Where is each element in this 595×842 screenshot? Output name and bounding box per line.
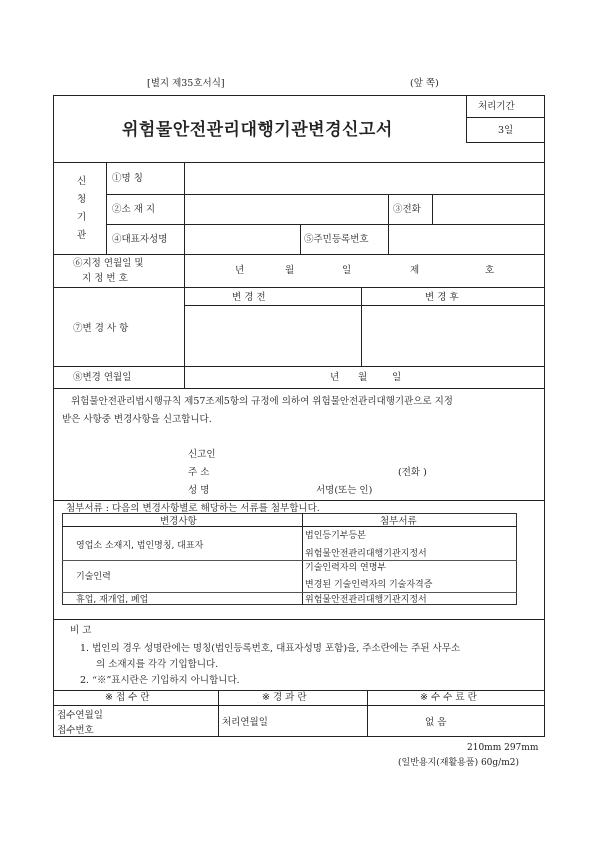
applicant-char-3: 기	[77, 212, 87, 223]
designation-year: 년	[235, 265, 245, 276]
change-date-month: 월	[358, 372, 368, 383]
attachment-row-2-doc-2: 변경된 기술인력자의 기술자격증	[305, 580, 433, 590]
before-header: 변 경 전	[232, 292, 266, 303]
change-date-year: 년	[330, 372, 340, 383]
attachment-row-2-doc-1: 기술인력자의 연명부	[305, 563, 387, 573]
receipt-header: ※ 접 수 란	[105, 692, 150, 703]
form-number-label: [별지 제35호서식]	[147, 78, 225, 89]
changes-label: ⑦변 경 사 항	[73, 323, 129, 334]
phone-field[interactable]	[434, 196, 542, 222]
designation-ho: 호	[485, 265, 495, 276]
attachment-row-3-doc-1: 위험물안전관리대행기관지정서	[305, 595, 427, 605]
rrn-field[interactable]	[390, 226, 542, 252]
attachment-row-1-change: 영업소 소재지, 법인명칭, 대표자	[76, 541, 204, 551]
process-date-label: 처리연월일	[222, 717, 268, 728]
address-field[interactable]	[186, 196, 386, 222]
attachments-intro: 첨부서류 : 다음의 변경사항별로 해당하는 서류를 첨부합니다.	[66, 503, 320, 514]
declaration-line-2: 받은 사항중 변경사항을 신고합니다.	[62, 414, 212, 425]
declaration-line-1: 위험물안전관리법시행규칙 제57조제5항의 규정에 의하여 위험물안전관리대행기관으로 지정	[71, 396, 453, 407]
processing-period-label: 처리기간	[478, 101, 515, 112]
after-header: 변 경 후	[425, 292, 459, 303]
receipt-date-label: 접수연월일	[57, 710, 103, 721]
change-date-label: ⑧변경 연월일	[73, 372, 132, 383]
address-label: ②소 재 지	[112, 204, 156, 215]
processing-period-value: 3일	[498, 125, 514, 136]
process-header: ※ 경 과 란	[262, 692, 307, 703]
attachment-row-1-doc-2: 위험물안전관리대행기관지정서	[305, 549, 427, 559]
paper-type: (일반용지(재활용품) 60g/m2)	[398, 758, 519, 768]
reporter-address-label: 주 소	[188, 467, 210, 478]
paper-size: 210mm 297mm	[467, 743, 539, 753]
change-date-day: 일	[392, 372, 402, 383]
designation-label-2: 지 정 번 호	[82, 273, 128, 284]
notes-heading: 비 고	[70, 625, 92, 636]
designation-label-1: ⑥지정 연월일 및	[73, 258, 144, 269]
rrn-label: ⑤주민등록번호	[304, 234, 369, 245]
after-field[interactable]	[363, 307, 542, 364]
representative-label: ④대표자성명	[112, 234, 168, 245]
fee-header: ※ 수 수 료 란	[420, 692, 477, 703]
designation-day: 일	[342, 265, 352, 276]
applicant-char-1: 신	[77, 176, 87, 187]
fee-value: 없 음	[425, 717, 447, 728]
note-1-line-2: 의 소재지를 각각 기입합니다.	[96, 659, 219, 670]
name-field[interactable]	[186, 164, 542, 192]
phone-label: ③전화	[393, 204, 421, 215]
form-title: 위험물안전관리대행기관변경신고서	[122, 120, 393, 140]
reporter-phone-label: (전화 )	[398, 467, 427, 478]
receipt-number-label: 접수번호	[57, 725, 94, 736]
attachment-row-3-change: 휴업, 재개업, 폐업	[76, 595, 149, 605]
attachment-row-1-doc-1: 법인등기부등본	[305, 531, 366, 541]
page-side-label: (앞 쪽)	[410, 78, 439, 89]
signature-label: 서명(또는 인)	[316, 485, 373, 496]
col-docs-header: 첨부서류	[380, 516, 417, 527]
name-label: ①명 칭	[112, 173, 143, 184]
designation-month: 월	[285, 265, 295, 276]
col-change-header: 변경사항	[160, 516, 197, 527]
note-2: 2. “※”표시란은 기입하지 아니합니다.	[80, 675, 240, 686]
representative-field[interactable]	[186, 226, 298, 252]
reporter-name-label: 성 명	[188, 485, 210, 496]
attachment-row-2-change: 기술인력	[76, 572, 111, 582]
applicant-char-2: 청	[77, 194, 87, 205]
applicant-char-4: 관	[77, 230, 87, 241]
designation-je: 제	[410, 265, 420, 276]
reporter-label: 신고인	[188, 449, 216, 460]
before-field[interactable]	[186, 307, 359, 364]
note-1-line-1: 1. 법인의 경우 성명란에는 명칭(법인등록번호, 대표자성명 포함)을, 주소란에는 주된 사무소	[80, 643, 461, 654]
